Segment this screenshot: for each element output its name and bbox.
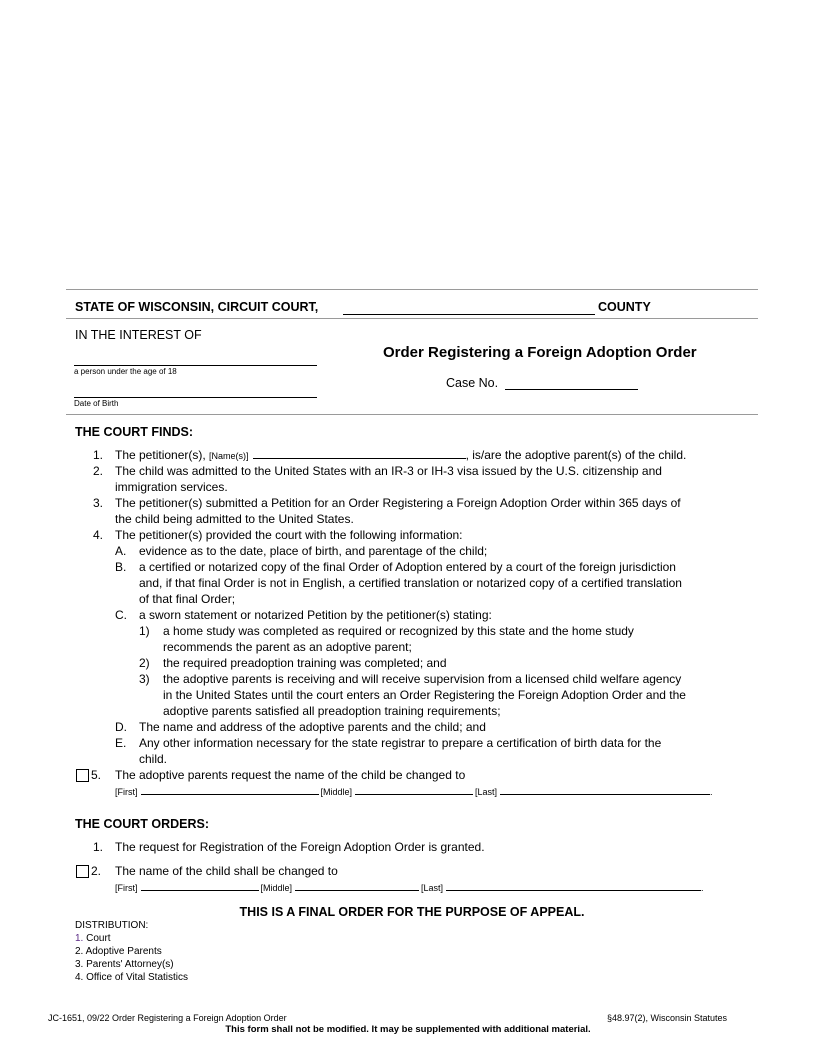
finds-item-4d-text: The name and address of the adoptive parents and the child; and bbox=[139, 720, 486, 734]
county-label: COUNTY bbox=[598, 300, 651, 314]
finds-item-4c-3-line-1: the adoptive parents is receiving and will receive supervision from a licensed child welfare agency bbox=[163, 672, 682, 686]
ordered-last-name-field[interactable] bbox=[446, 881, 701, 891]
finds-item-4c-1-line-1: a home study was completed as required or recognized by this state and the home study bbox=[163, 624, 634, 638]
finds-item-2-line-2: immigration services. bbox=[115, 480, 228, 494]
court-finds-heading: THE COURT FINDS: bbox=[75, 425, 194, 439]
finds-item-1 bbox=[115, 447, 686, 464]
finds-item-5-name-fields bbox=[115, 785, 713, 799]
footer-statute: §48.97(2), Wisconsin Statutes bbox=[607, 1013, 728, 1023]
header-bottom-rule bbox=[66, 414, 758, 415]
middle-name-label: [Middle] bbox=[320, 787, 353, 797]
distribution-heading: DISTRIBUTION: bbox=[75, 920, 149, 931]
finds-item-4a-text: evidence as to the date, place of birth, and parentage of the child; bbox=[139, 544, 488, 558]
distribution-item-3 bbox=[75, 958, 174, 971]
case-number-field[interactable] bbox=[505, 389, 638, 390]
page-title: Order Registering a Foreign Adoption Order bbox=[383, 344, 697, 361]
finds-item-4c-1-line-2: recommends the parent as an adoptive parent; bbox=[163, 640, 412, 654]
date-of-birth-label: Date of Birth bbox=[74, 399, 119, 408]
header-second-rule bbox=[66, 318, 758, 319]
last-name-label: [Last] bbox=[475, 787, 498, 797]
finds-item-4e-letter: E. bbox=[115, 736, 127, 750]
footer-form-id: JC-1651, 09/22 Order Registering a Foreign Adoption Order bbox=[48, 1013, 287, 1023]
distribution-item-4 bbox=[75, 971, 188, 984]
finds-item-1-pre: The petitioner(s), bbox=[115, 448, 206, 462]
distribution-item-1 bbox=[75, 932, 111, 945]
court-orders-heading: THE COURT ORDERS: bbox=[75, 817, 210, 831]
distribution-item-3-label: Parents' Attorney(s) bbox=[86, 959, 174, 970]
distribution-item-2-number: 2. bbox=[75, 946, 84, 957]
distribution-item-1-label: Court bbox=[86, 933, 111, 944]
finds-item-4c-3-line-2: in the United States until the court enters an Order Registering the Foreign Adoption Order and the bbox=[163, 688, 686, 702]
finds-item-3-line-1: The petitioner(s) submitted a Petition for an Order Registering a Foreign Adoption Order within 365 days of bbox=[115, 496, 681, 510]
finds-item-1-name-hint: [Name(s)] bbox=[209, 451, 249, 461]
finds-item-4c-3-line-3: adoptive parents satisfied all preadoption training requirements; bbox=[163, 704, 501, 718]
distribution-item-4-number: 4. bbox=[75, 972, 84, 983]
finds-item-5-end: . bbox=[710, 787, 713, 797]
finds-item-4a-letter: A. bbox=[115, 544, 127, 558]
finds-item-4c-3-number: 3) bbox=[139, 672, 150, 686]
finds-item-5-checkbox[interactable] bbox=[76, 769, 89, 782]
finds-item-5-number: 5. bbox=[91, 768, 102, 782]
first-name-label: [First] bbox=[115, 787, 138, 797]
finds-item-4-text: The petitioner(s) provided the court with the following information: bbox=[115, 528, 463, 542]
finds-item-1-number: 1. bbox=[93, 448, 104, 462]
finds-item-2-number: 2. bbox=[93, 464, 104, 478]
finds-item-5-text: The adoptive parents request the name of the child be changed to bbox=[115, 768, 466, 782]
last-name-label: [Last] bbox=[421, 883, 444, 893]
orders-item-2-text: The name of the child shall be changed to bbox=[115, 864, 338, 878]
distribution-item-2-label: Adoptive Parents bbox=[85, 946, 162, 957]
finds-item-4e-line-1: Any other information necessary for the state registrar to prepare a certification of birth data for the bbox=[139, 736, 662, 750]
finds-item-3-number: 3. bbox=[93, 496, 104, 510]
finds-item-4c-2-text: the required preadoption training was completed; and bbox=[163, 656, 447, 670]
first-name-label: [First] bbox=[115, 883, 138, 893]
requested-last-name-field[interactable] bbox=[500, 785, 710, 795]
finds-item-2-line-1: The child was admitted to the United States with an IR-3 or IH-3 visa issued by the U.S. citizenship and bbox=[115, 464, 662, 478]
case-number-label: Case No. bbox=[446, 376, 499, 390]
county-name-field[interactable] bbox=[343, 314, 595, 315]
ordered-middle-name-field[interactable] bbox=[295, 881, 419, 891]
finds-item-4d-letter: D. bbox=[115, 720, 127, 734]
state-circuit-label: STATE OF WISCONSIN, CIRCUIT COURT, bbox=[75, 300, 319, 314]
orders-item-2-number: 2. bbox=[91, 864, 102, 878]
finds-item-4-number: 4. bbox=[93, 528, 104, 542]
orders-item-2-end: . bbox=[701, 883, 704, 893]
header-top-rule bbox=[66, 289, 758, 290]
petitioner-name-field[interactable] bbox=[253, 447, 466, 459]
finds-item-4b-line-1: a certified or notarized copy of the final Order of Adoption entered by a court of the foreign jurisdiction bbox=[139, 560, 676, 574]
finds-item-3-line-2: the child being admitted to the United States. bbox=[115, 512, 354, 526]
finds-item-4c-letter: C. bbox=[115, 608, 127, 622]
finds-item-4e-line-2: child. bbox=[139, 752, 168, 766]
distribution-item-3-number: 3. bbox=[75, 959, 84, 970]
finds-item-4b-line-3: of that final Order; bbox=[139, 592, 236, 606]
orders-item-1-text: The request for Registration of the Foreign Adoption Order is granted. bbox=[115, 840, 485, 854]
finds-item-1-post: , is/are the adoptive parent(s) of the child. bbox=[465, 448, 687, 462]
orders-item-2-checkbox[interactable] bbox=[76, 865, 89, 878]
in-interest-of-label: IN THE INTEREST OF bbox=[75, 328, 202, 342]
ordered-first-name-field[interactable] bbox=[141, 881, 259, 891]
finds-item-4c-2-number: 2) bbox=[139, 656, 150, 670]
finds-item-4b-line-2: and, if that final Order is not in English, a certified translation or notarized copy of a certified translation bbox=[139, 576, 682, 590]
orders-item-2-name-fields bbox=[115, 881, 704, 895]
requested-first-name-field[interactable] bbox=[141, 785, 319, 795]
finds-item-4c-text: a sworn statement or notarized Petition by the petitioner(s) stating: bbox=[139, 608, 492, 622]
requested-middle-name-field[interactable] bbox=[355, 785, 473, 795]
distribution-item-2 bbox=[75, 945, 162, 958]
middle-name-label: [Middle] bbox=[260, 883, 293, 893]
orders-item-1-number: 1. bbox=[93, 840, 104, 854]
final-order-notice: THIS IS A FINAL ORDER FOR THE PURPOSE OF APPEAL. bbox=[239, 905, 585, 919]
finds-item-4c-1-number: 1) bbox=[139, 624, 150, 638]
finds-item-4b-letter: B. bbox=[115, 560, 127, 574]
footer-notice: This form shall not be modified. It may be supplemented with additional material. bbox=[225, 1024, 591, 1035]
distribution-item-1-number: 1. bbox=[75, 933, 84, 944]
person-under-18-label: a person under the age of 18 bbox=[74, 367, 177, 376]
distribution-item-4-label: Office of Vital Statistics bbox=[86, 972, 189, 983]
